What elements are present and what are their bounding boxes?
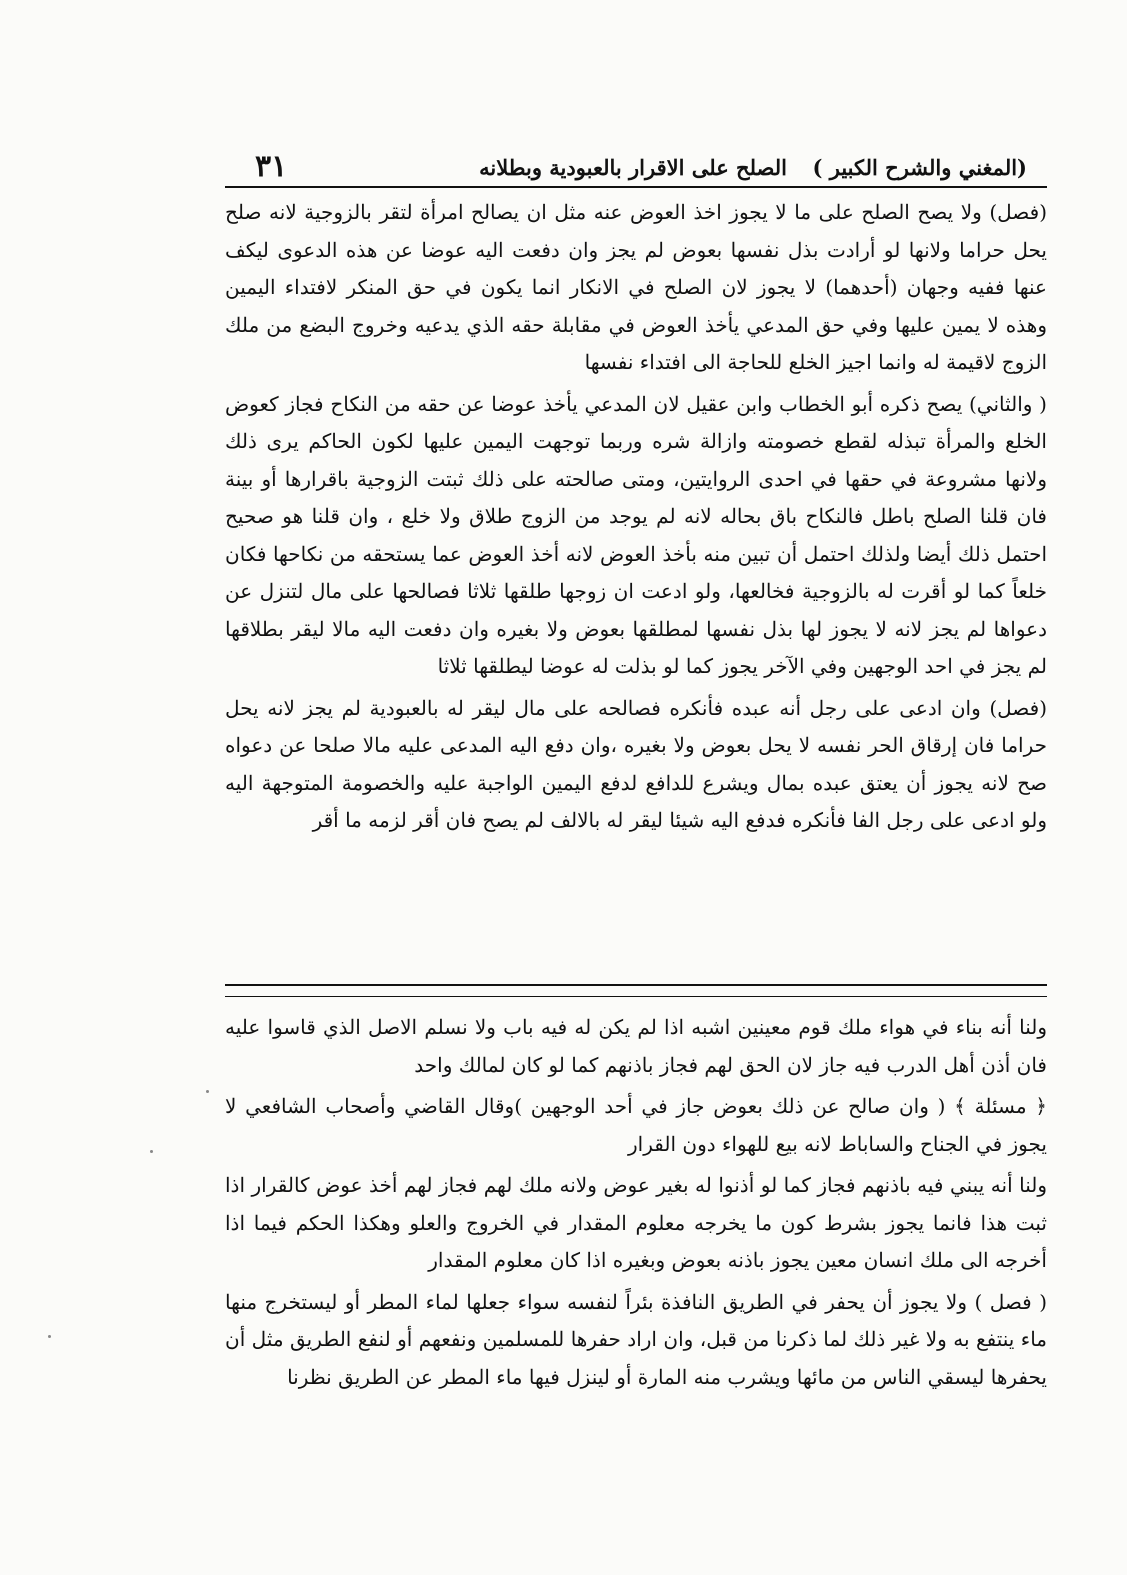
book-page bbox=[225, 140, 1047, 1529]
scan-speck bbox=[150, 1150, 153, 1153]
book-title: (المغني والشرح الكبير ) bbox=[812, 155, 1027, 180]
commentary-text bbox=[225, 1009, 1047, 1529]
scan-speck bbox=[48, 1335, 51, 1338]
paragraph: ﴿ مسئلة ﴾ ( وان صالح عن ذلك بعوض جاز في أحد الوجهين )وقال القاضي وأصحاب الشافعي لا يجوز في الجناح والساباط لانه بيع للهواء دون القرار bbox=[225, 1094, 1047, 1156]
page-number: ٣١ bbox=[255, 149, 288, 184]
section-divider bbox=[225, 984, 1047, 997]
paragraph: (فصل) وان ادعى على رجل أنه عبده فأنكره فصالحه على مال ليقر له بالعبودية لم يجز لانه يحل حراما فان إرقاق الحر نفسه لا يحل بعوض ولا بغيره ،وان دفع اليه المدعى عليه مالا صلحا عن دعواه صح لانه يجوز أن يعتق عبده بمال ويشرع للدافع لدفع اليمين الواجبة عليه والخصومة المتوجهة اليه ولو ادعى على رجل الفا فأنكره فدفع اليه شيئا ليقر له بالالف لم يصح فان أقر لزمه ما أقر bbox=[225, 695, 1047, 832]
paragraph: ( فصل ) ولا يجوز أن يحفر في الطريق النافذة بئراً لنفسه سواء جعلها لماء المطر أو ليستخرج منها ماء ينتفع به ولا غير ذلك لما ذكرنا من قبل، وان اراد حفرها للمسلمين ونفعهم أو لنفع الطريق مثل أن يحفرها ليسقي الناس من مائها ويشرب منه المارة أو لينزل فيها ماء المطر عن الطريق نظرنا bbox=[225, 1289, 1047, 1389]
paragraph: (فصل) ولا يصح الصلح على ما لا يجوز اخذ العوض عنه مثل ان يصالح امرأة لتقر بالزوجية لانه صلح يحل حراما ولانها لو أرادت بذل نفسها بعوض لم يجز وان دفعت اليه عوضا عن هذه الدعوى ليكف عنها ففيه وجهان (أحدهما) لا يجوز لان الصلح في الانكار انما يكون في حق المنكر لافتداء اليمين وهذه لا يمين عليها وفي حق المدعي يأخذ العوض في مقابلة حقه الذي يدعيه وخروج البضع من ملك الزوج لاقيمة له وانما اجيز الخلع للحاجة الى افتداء نفسها bbox=[225, 200, 1047, 374]
paragraph: ( والثاني) يصح ذكره أبو الخطاب وابن عقيل لان المدعي يأخذ عوضا عن حقه من النكاح فجاز كعوض الخلع والمرأة تبذله لقطع خصومته وازالة شره وربما توجهت اليمين عليها لكون الحاكم يرى ذلك ولانها مشروعة في حقها في احدى الروايتين، ومتى صالحته على ذلك ثبتت الزوجية باقرارها أو بينة فان قلنا الصلح باطل فالنكاح باق بحاله لانه لم يوجد من الزوج طلاق ولا خلع ، وان قلنا هو صحيح احتمل ذلك أيضا ولذلك احتمل أن تبين منه بأخذ العوض لانه أخذ العوض عما يستحقه من نكاحها فكان خلعاً كما لو أقرت له بالزوجية فخالعها، ولو ادعت ان زوجها طلقها ثلاثا فصالحها على مال لتنزل عن دعواها لم يجز لانه لا يجوز لها بذل نفسها لمطلقها بعوض ولا بغيره وان دفعت اليه مالا ليقر بطلاقها لم يجز في احد الوجهين وفي الآخر يجوز كما لو بذلت له عوضا ليطلقها ثلاثا bbox=[225, 391, 1047, 678]
chapter-title: الصلح على الاقرار بالعبودية وبطلانه bbox=[479, 155, 787, 180]
main-text bbox=[225, 188, 1047, 984]
scan-speck bbox=[206, 1090, 209, 1093]
running-header bbox=[225, 140, 1047, 188]
paragraph: ولنا أنه بناء في هواء ملك قوم معينين اشبه اذا لم يكن له فيه باب ولا نسلم الاصل الذي قاسوا عليه فان أذن أهل الدرب فيه جاز لان الحق لهم فجاز باذنهم كما لو كان لمالك واحد bbox=[225, 1015, 1047, 1077]
paragraph: ولنا أنه يبني فيه باذنهم فجاز كما لو أذنوا له بغير عوض ولانه ملك لهم فجاز لهم أخذ عوض كالقرار اذا ثبت هذا فانما يجوز بشرط كون ما يخرجه معلوم المقدار في الخروج والعلو وهكذا الحكم فيما اذا أخرجه الى ملك انسان معين يجوز باذنه بعوض وبغيره اذا كان معلوم المقدار bbox=[225, 1173, 1047, 1272]
